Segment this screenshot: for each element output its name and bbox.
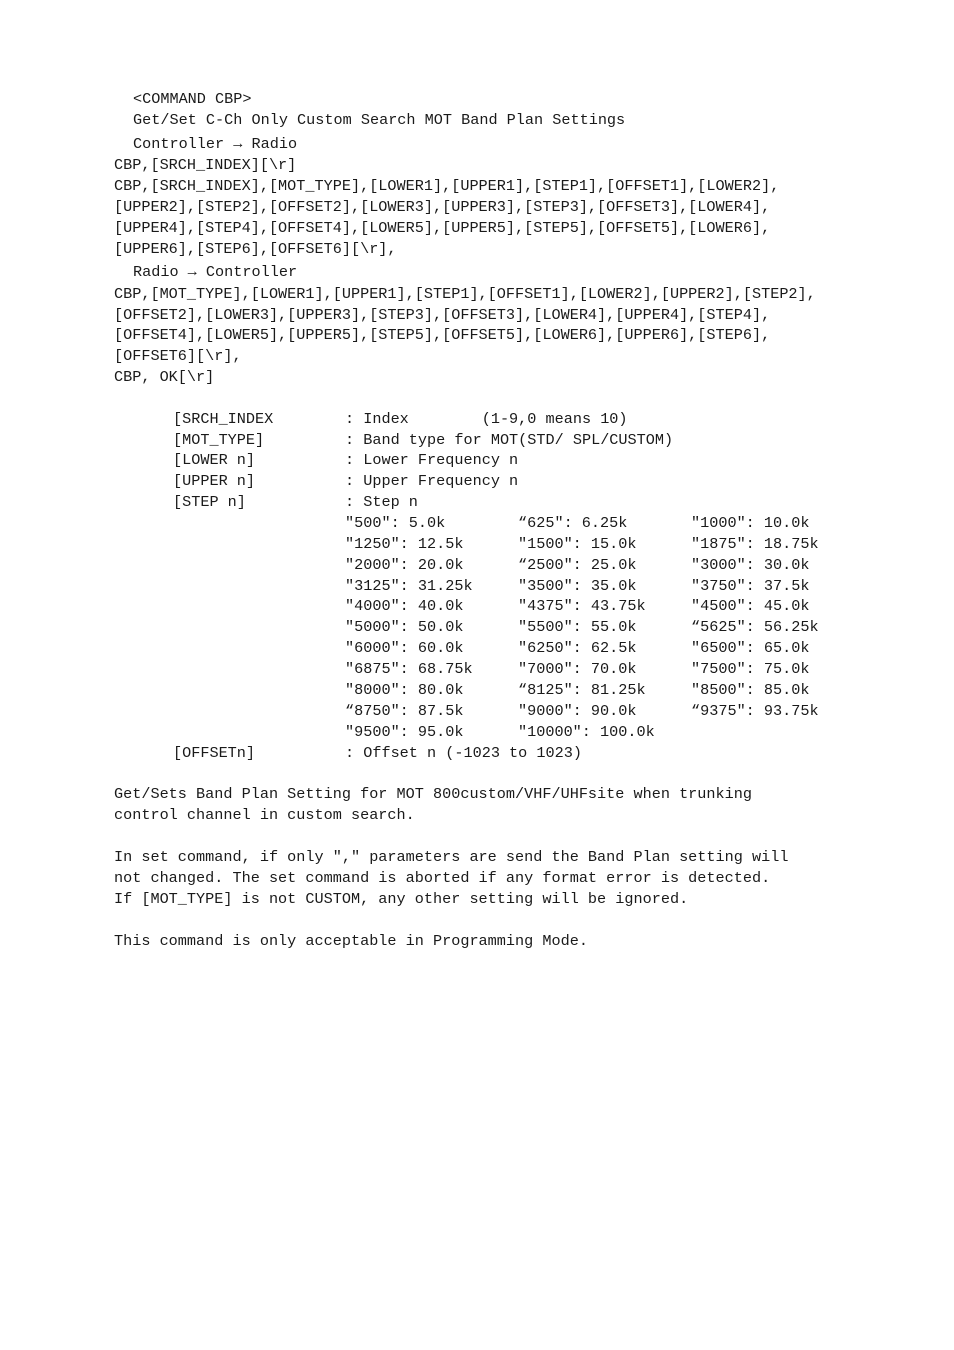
param-key: [STEP n] xyxy=(173,493,246,511)
note-line: This command is only acceptable in Programming Mode. xyxy=(114,932,588,950)
step-value: "5000": 50.0k xyxy=(345,618,464,636)
command-title: <COMMAND CBP> xyxy=(133,90,252,108)
param-key: [LOWER n] xyxy=(173,451,256,469)
param-desc: : Offset n (-1023 to 1023) xyxy=(345,744,582,762)
syntax-line: CBP, OK[\r] xyxy=(114,368,215,386)
syntax-line: CBP,[MOT_TYPE],[LOWER1],[UPPER1],[STEP1],[OFFSET1],[LOWER2],[UPPER2],[STEP2], xyxy=(114,285,816,303)
step-value: “9375": 93.75k xyxy=(691,702,819,720)
step-value: "4375": 43.75k xyxy=(518,597,646,615)
step-value: “8125": 81.25k xyxy=(518,681,646,699)
syntax-line: CBP,[SRCH_INDEX][\r] xyxy=(114,156,297,174)
param-desc: : Lower Frequency n xyxy=(345,451,519,469)
note-line: control channel in custom search. xyxy=(114,806,415,824)
step-value: "1250": 12.5k xyxy=(345,535,464,553)
controller-to-radio-heading: Controller → Radio xyxy=(133,135,298,153)
step-value: "8000": 80.0k xyxy=(345,681,464,699)
step-value: "4500": 45.0k xyxy=(691,597,810,615)
step-value: "6875": 68.75k xyxy=(345,660,473,678)
step-value: "7500": 75.0k xyxy=(691,660,810,678)
step-value: "8500": 85.0k xyxy=(691,681,810,699)
syntax-line: [UPPER2],[STEP2],[OFFSET2],[LOWER3],[UPPER3],[STEP3],[OFFSET3],[LOWER4], xyxy=(114,198,771,216)
param-key: [UPPER n] xyxy=(173,472,256,490)
step-value: "9000": 90.0k xyxy=(518,702,637,720)
syntax-line: [UPPER4],[STEP4],[OFFSET4],[LOWER5],[UPPER5],[STEP5],[OFFSET5],[LOWER6], xyxy=(114,219,771,237)
param-desc: : Upper Frequency n xyxy=(345,472,519,490)
step-value: "6000": 60.0k xyxy=(345,639,464,657)
step-value: "1500": 15.0k xyxy=(518,535,637,553)
param-desc: : Band type for MOT(STD/ SPL/CUSTOM) xyxy=(345,431,674,449)
note-line: not changed. The set command is aborted if any format error is detected. xyxy=(114,869,771,887)
note-line: Get/Sets Band Plan Setting for MOT 800custom/VHF/UHFsite when trunking xyxy=(114,785,752,803)
step-value: "500": 5.0k xyxy=(345,514,446,532)
param-key: [OFFSETn] xyxy=(173,744,256,762)
step-value: "3000": 30.0k xyxy=(691,556,810,574)
step-value: “5625": 56.25k xyxy=(691,618,819,636)
step-value: "3500": 35.0k xyxy=(518,577,637,595)
radio-to-controller-heading: Radio → Controller xyxy=(133,263,298,281)
step-value: "9500": 95.0k xyxy=(345,723,464,741)
syntax-line: [UPPER6],[STEP6],[OFFSET6][\r], xyxy=(114,240,397,258)
step-value: "2000": 20.0k xyxy=(345,556,464,574)
step-value: "5500": 55.0k xyxy=(518,618,637,636)
param-desc: : Step n xyxy=(345,493,418,511)
step-value: "3750": 37.5k xyxy=(691,577,810,595)
step-value: "1875": 18.75k xyxy=(691,535,819,553)
step-value: “625": 6.25k xyxy=(518,514,628,532)
step-value: "4000": 40.0k xyxy=(345,597,464,615)
step-value: "6250": 62.5k xyxy=(518,639,637,657)
syntax-line: CBP,[SRCH_INDEX],[MOT_TYPE],[LOWER1],[UPPER1],[STEP1],[OFFSET1],[LOWER2], xyxy=(114,177,780,195)
step-value: "1000": 10.0k xyxy=(691,514,810,532)
step-value: "3125": 31.25k xyxy=(345,577,473,595)
command-description: Get/Set C-Ch Only Custom Search MOT Band Plan Settings xyxy=(133,111,626,129)
step-value: "6500": 65.0k xyxy=(691,639,810,657)
param-desc: : Index (1-9,0 means 10) xyxy=(345,410,628,428)
syntax-line: [OFFSET2],[LOWER3],[UPPER3],[STEP3],[OFFSET3],[LOWER4],[UPPER4],[STEP4], xyxy=(114,306,771,324)
step-value: “8750": 87.5k xyxy=(345,702,464,720)
note-line: In set command, if only "," parameters are send the Band Plan setting will xyxy=(114,848,789,866)
param-key: [MOT_TYPE] xyxy=(173,431,265,449)
step-value: “2500": 25.0k xyxy=(518,556,637,574)
param-key: [SRCH_INDEX xyxy=(173,410,274,428)
step-value: "10000": 100.0k xyxy=(518,723,655,741)
syntax-line: [OFFSET4],[LOWER5],[UPPER5],[STEP5],[OFFSET5],[LOWER6],[UPPER6],[STEP6], xyxy=(114,326,771,344)
note-line: If [MOT_TYPE] is not CUSTOM, any other setting will be ignored. xyxy=(114,890,689,908)
step-value: "7000": 70.0k xyxy=(518,660,637,678)
syntax-line: [OFFSET6][\r], xyxy=(114,347,242,365)
